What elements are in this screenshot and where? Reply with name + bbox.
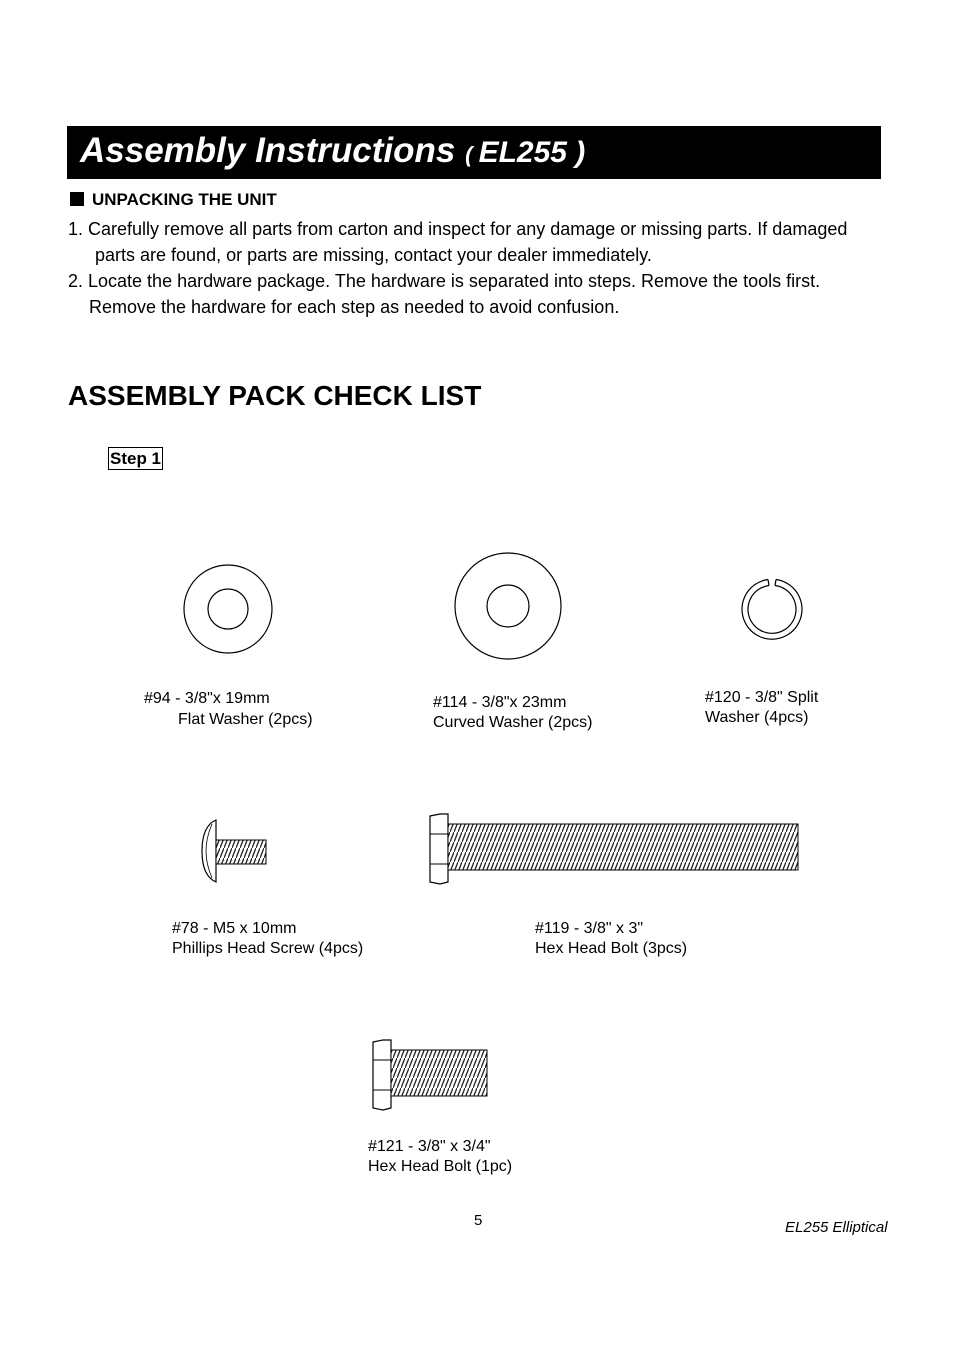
checklist-title: ASSEMBLY PACK CHECK LIST (68, 380, 482, 411)
bullet-square-icon (70, 192, 84, 206)
curved-washer-icon (452, 550, 564, 662)
part-119-desc: Hex Head Bolt (3pcs) (535, 940, 688, 957)
unpacking-heading: UNPACKING THE UNIT (70, 190, 277, 210)
part-94-desc: Flat Washer (2pcs) (178, 711, 313, 728)
short-hex-bolt-icon (369, 1038, 491, 1112)
unpacking-line-1: 1. Carefully remove all parts from carton and inspect for any damage or missing parts. If damaged (68, 219, 848, 239)
title-banner (67, 126, 881, 179)
unpacking-line-4: Remove the hardware for each step as needed to avoid confusion. (89, 297, 620, 317)
part-120-desc: Washer (4pcs) (705, 709, 809, 726)
footer-model: EL255 Elliptical (785, 1219, 888, 1236)
part-114-desc: Curved Washer (2pcs) (433, 714, 593, 731)
part-120-label: #120 - 3/8" Split (705, 689, 819, 706)
unpacking-line-3: 2. Locate the hardware package. The hardware is separated into steps. Remove the tools first. (68, 271, 821, 291)
phillips-screw-icon (200, 818, 270, 884)
part-78-desc: Phillips Head Screw (4pcs) (172, 940, 364, 957)
part-78-label: #78 - M5 x 10mm (172, 920, 297, 937)
part-119-label: #119 - 3/8" x 3" (535, 920, 644, 937)
flat-washer-icon (181, 562, 275, 656)
unpacking-line-2: parts are found, or parts are missing, contact your dealer immediately. (95, 245, 652, 265)
page-number: 5 (474, 1212, 483, 1229)
page-title: Assembly Instructions ( EL255 ) (80, 131, 586, 170)
step-label: Step 1 (110, 449, 162, 468)
part-121-label: #121 - 3/8" x 3/4" (368, 1138, 491, 1155)
split-washer-icon (740, 576, 806, 642)
part-94-label: #94 - 3/8"x 19mm (144, 690, 270, 707)
part-114-label: #114 - 3/8"x 23mm (433, 694, 567, 711)
part-121-desc: Hex Head Bolt (1pc) (368, 1158, 513, 1175)
long-hex-bolt-icon (426, 812, 802, 886)
